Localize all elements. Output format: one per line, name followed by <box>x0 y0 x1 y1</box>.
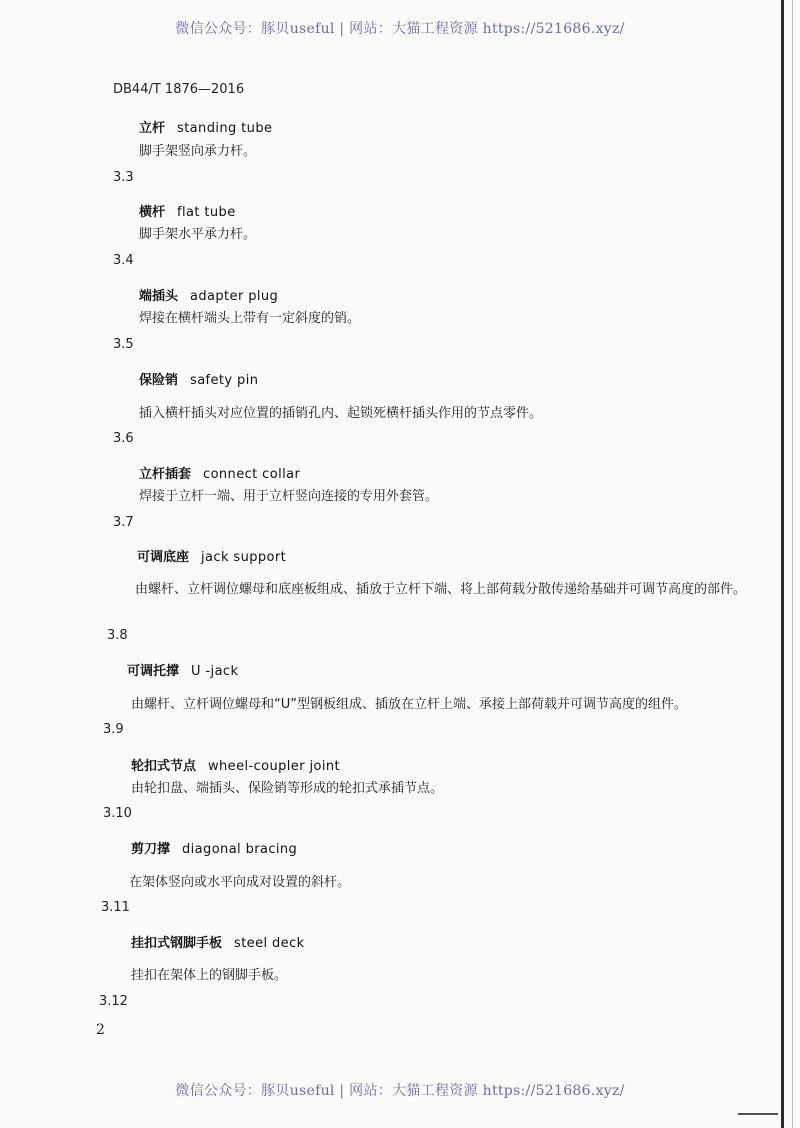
term-heading <box>131 755 340 774</box>
term-zh: 立杆插套 <box>139 467 192 482</box>
term-en: steel deck <box>234 936 305 951</box>
term-en: flat tube <box>177 205 236 220</box>
term-heading <box>139 117 272 136</box>
term-definition: 由轮扣盘、端插头、保险销等形成的轮扣式承插节点。 <box>131 781 444 796</box>
section-number: 3.8 <box>107 628 128 643</box>
watermark-top: 微信公众号：豚贝useful | 网站：大猫工程资源 https://521686.xyz/ <box>175 21 625 37</box>
term-en: jack support <box>201 550 287 565</box>
term-zh: 端插头 <box>139 289 179 304</box>
term-en: diagonal bracing <box>182 842 298 857</box>
section-number: 3.12 <box>99 994 128 1009</box>
term-en: wheel-coupler joint <box>208 759 340 774</box>
page-number: 2 <box>96 1022 105 1038</box>
term-zh: 挂扣式钢脚手板 <box>131 936 223 951</box>
term-heading <box>139 201 236 220</box>
scan-mark <box>738 1113 778 1115</box>
term-zh: 可调托撑 <box>127 664 180 679</box>
term-heading <box>139 285 278 304</box>
term-zh: 轮扣式节点 <box>131 759 197 774</box>
term-en: U -jack <box>191 664 239 679</box>
section-number: 3.9 <box>103 722 124 737</box>
section-number: 3.11 <box>101 900 130 915</box>
scan-edge-line <box>781 0 784 1128</box>
term-heading <box>139 463 300 482</box>
section-number: 3.7 <box>113 515 134 530</box>
section-number: 3.10 <box>103 806 132 821</box>
term-en: standing tube <box>177 121 273 136</box>
section-number: 3.5 <box>113 337 134 352</box>
term-heading <box>131 838 297 857</box>
term-zh: 横杆 <box>139 205 166 220</box>
scan-edge-line-faint <box>792 0 793 1128</box>
term-definition: 由螺杆、立杆调位螺母和“U”型钢板组成、插放在立杆上端、承接上部荷载并可调节高度的组件。 <box>131 697 687 712</box>
term-en: connect collar <box>203 467 301 482</box>
term-definition: 由螺杆、立杆调位螺母和底座板组成、插放于立杆下端、将上部荷载分散传递给基础并可调节高度的部件。 <box>135 582 747 597</box>
term-heading <box>127 660 238 679</box>
term-definition: 脚手架水平承力杆。 <box>139 227 257 242</box>
term-heading <box>139 369 258 388</box>
term-zh: 立杆 <box>139 121 166 136</box>
term-zh: 保险销 <box>139 373 179 388</box>
term-heading <box>137 546 286 565</box>
section-number: 3.3 <box>113 170 134 185</box>
document-code: DB44/T 1876—2016 <box>113 82 245 97</box>
term-zh: 可调底座 <box>137 550 190 565</box>
watermark-bottom: 微信公众号：豚贝useful | 网站：大猫工程资源 https://521686.xyz/ <box>175 1083 625 1099</box>
term-zh: 剪刀撑 <box>131 842 171 857</box>
term-definition: 焊接在横杆端头上带有一定斜度的销。 <box>139 311 361 326</box>
term-definition: 在架体竖向或水平向成对设置的斜杆。 <box>129 875 351 890</box>
section-number: 3.4 <box>113 253 134 268</box>
term-definition: 挂扣在架体上的钢脚手板。 <box>131 968 288 983</box>
section-number: 3.6 <box>113 431 134 446</box>
term-definition: 插入横杆插头对应位置的插销孔内、起锁死横杆插头作用的节点零件。 <box>139 406 543 421</box>
term-heading <box>131 932 305 951</box>
term-en: adapter plug <box>190 289 279 304</box>
term-definition: 焊接于立杆一端、用于立杆竖向连接的专用外套管。 <box>139 489 439 504</box>
term-en: safety pin <box>190 373 259 388</box>
term-definition: 脚手架竖向承力杆。 <box>139 144 257 159</box>
